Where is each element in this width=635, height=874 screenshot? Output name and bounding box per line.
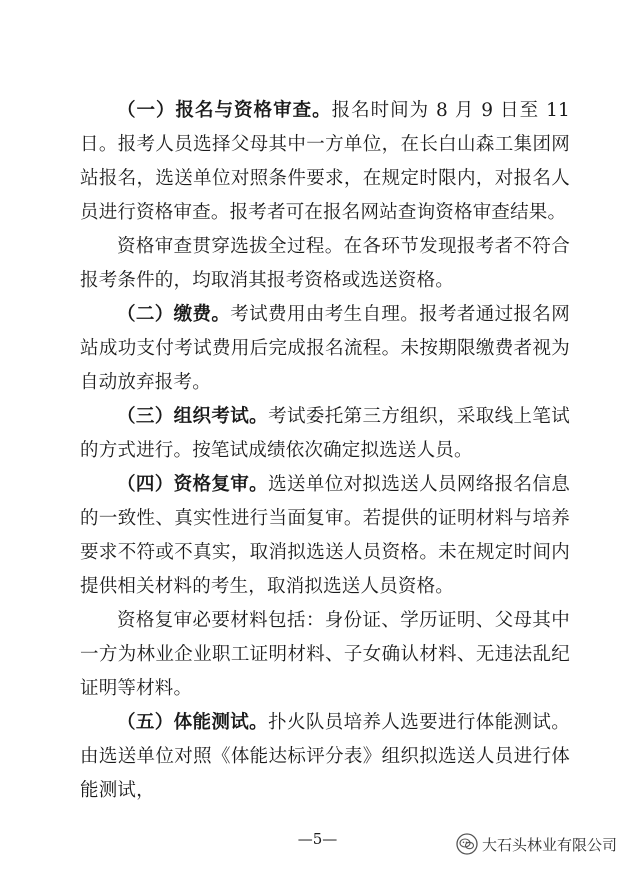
paragraph-qualification-review — [80, 230, 570, 298]
heading-registration: （一）报名与资格审查。 — [117, 100, 332, 121]
text-qualification-review: 资格审查贯穿选拔全过程。在各环节发现报考者不符合报考条件的，均取消其报考资格或选送资格。 — [80, 236, 570, 291]
watermark-text: 大石头林业有限公司 — [481, 835, 617, 854]
page-number: —5— — [297, 830, 338, 848]
paragraph-required-materials — [80, 604, 570, 706]
heading-payment: （二）缴费。 — [117, 304, 231, 325]
heading-re-review: （四）资格复审。 — [117, 474, 269, 495]
text-exam: 考试委托第三方组织，采取线上笔试的方式进行。按笔试成绩依次确定拟选送人员。 — [80, 406, 570, 461]
document-body — [80, 94, 570, 808]
wechat-icon — [456, 833, 478, 855]
paragraph-exam — [80, 400, 570, 468]
text-registration: 报名时间为 8 月 9 日至 11 日。报考人员选择父母其中一方单位，在长白山森工集团网站报名，选送单位对照条件要求，在规定时限内，对报名人员进行资格审查。报考者可在报名网站查询资格审查结果。 — [80, 100, 571, 223]
paragraph-re-review — [80, 468, 570, 604]
text-fitness-test: 扑火队员培养人选要进行体能测试。由选送单位对照《体能达标评分表》组织拟选送人员进行体能测试， — [80, 712, 570, 801]
heading-fitness-test: （五）体能测试。 — [117, 712, 269, 733]
paragraph-payment — [80, 298, 570, 400]
heading-exam: （三）组织考试。 — [117, 406, 269, 427]
text-required-materials: 资格复审必要材料包括：身份证、学历证明、父母其中一方为林业企业职工证明材料、子女确认材料、无违法乱纪证明等材料。 — [80, 610, 570, 699]
paragraph-registration — [80, 94, 570, 230]
text-re-review: 选送单位对拟选送人员网络报名信息的一致性、真实性进行当面复审。若提供的证明材料与培养要求不符或不真实，取消拟选送人员资格。未在规定时间内提供相关材料的考生，取消拟选送人员资格。 — [80, 474, 570, 597]
text-payment: 考试费用由考生自理。报考者通过报名网站成功支付考试费用后完成报名流程。未按期限缴费者视为自动放弃报考。 — [80, 304, 570, 393]
watermark — [456, 833, 617, 855]
paragraph-fitness-test — [80, 706, 570, 808]
